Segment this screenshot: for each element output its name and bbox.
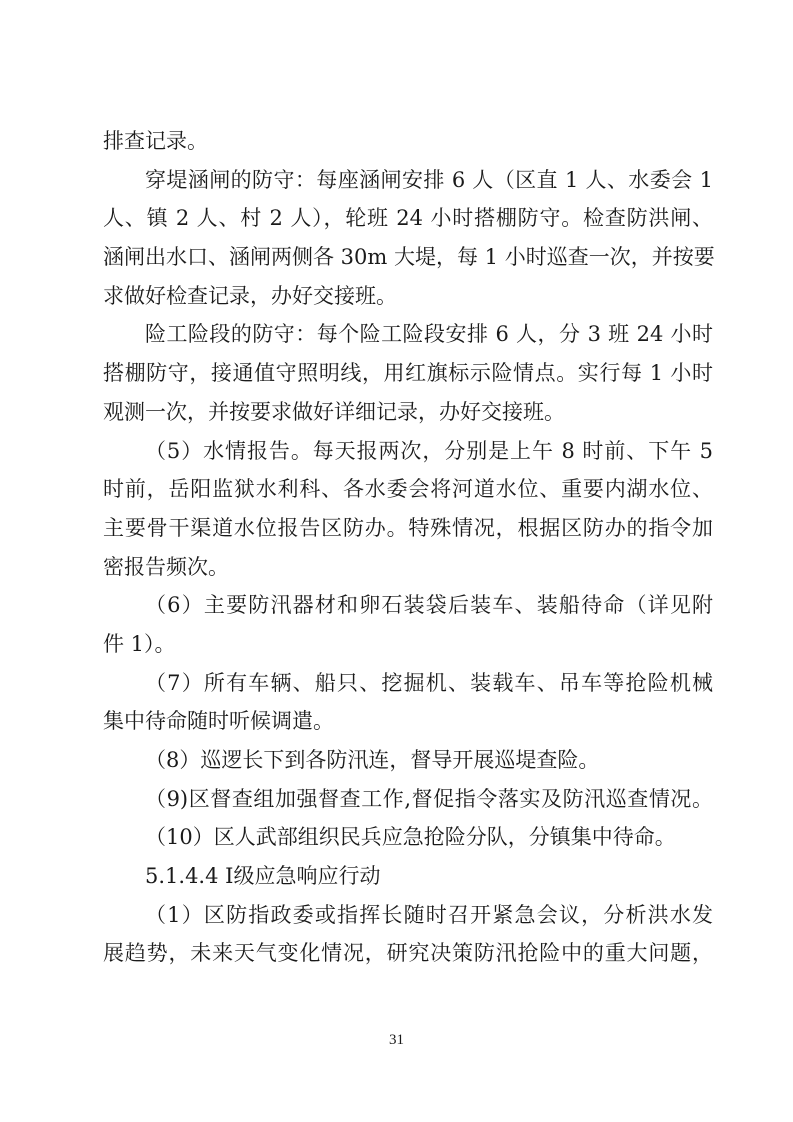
document-body [103,122,713,973]
text-line: 5.1.4.4 Ⅰ级应急响应行动 [145,864,381,889]
text-line: 集中待命随时听候调遣。 [103,709,334,734]
text-line: （8）巡逻长下到各防汛连，督导开展巡堤查险。 [145,748,600,772]
text-line: 时前，岳阳监狱水利科、各水委会将河道水位、重要内湖水位、 [103,477,713,502]
text-line: 求做好检查记录，办好交接班。 [103,283,397,308]
text-line: （9)区督查组加强督查工作,督促指令落实及防汛巡查情况。 [145,786,713,811]
text-line: 观测一次，并按要求做好详细记录，办好交接班。 [103,399,565,424]
text-line: 展趋势，未来天气变化情况，研究决策防汛抢险中的重大问题， [103,941,713,966]
text-line: （1）区防指政委或指挥长随时召开紧急会议，分析洪水发 [145,902,713,927]
text-line: 人、镇 2 人、村 2 人），轮班 24 小时搭棚防守。检查防洪闸、 [103,206,713,231]
text-line: 搭棚防守，接通值守照明线，用红旗标示险情点。实行每 1 小时 [103,361,713,386]
text-line: 排查记录。 [103,129,208,153]
text-line: （6）主要防汛器材和卵石装袋后装车、装船待命（详见附 [145,593,713,618]
text-line: （5）水情报告。每天报两次，分别是上午 8 时前、下午 5 [145,438,713,463]
text-line: 穿堤涵闸的防守：每座涵闸安排 6 人（区直 1 人、水委会 1 [145,167,713,192]
text-line: 密报告频次。 [103,554,229,579]
text-line: 涵闸出水口、涵闸两侧各 30m 大堤，每 1 小时巡查一次，并按要 [103,245,715,270]
text-line: 件 1）。 [103,631,176,656]
text-line: 险工险段的防守：每个险工险段安排 6 人，分 3 班 24 小时 [145,322,713,347]
text-line: （7）所有车辆、船只、挖掘机、装载车、吊车等抢险机械 [145,670,713,695]
page-number: 31 [389,1032,404,1048]
text-line: 主要骨干渠道水位报告区防办。特殊情况，根据区防办的指令加 [103,515,713,540]
text-line: （10）区人武部组织民兵应急抢险分队，分镇集中待命。 [145,825,676,850]
